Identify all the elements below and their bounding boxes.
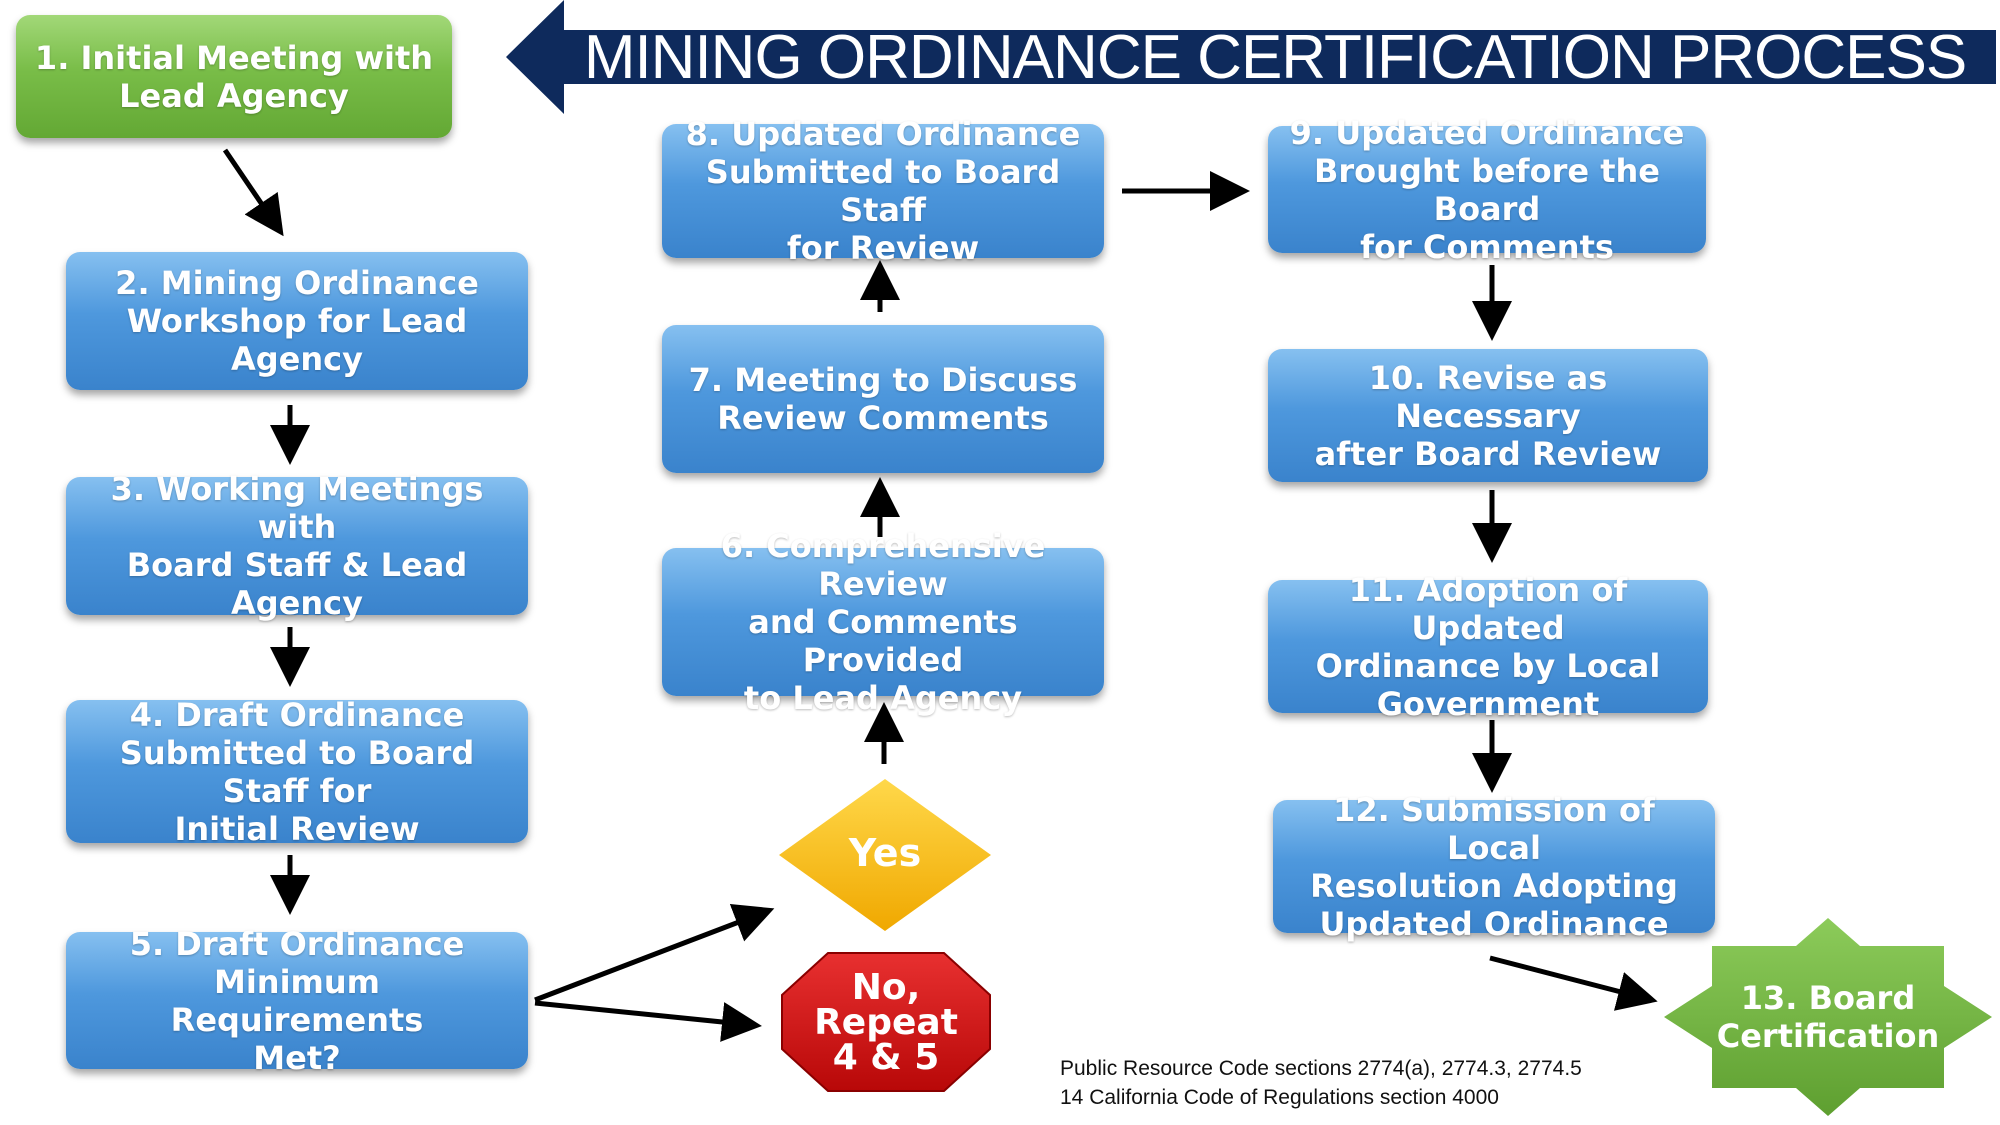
step-10-revise: 10. Revise as Necessary after Board Review <box>1268 349 1708 482</box>
citation-line-1: Public Resource Code sections 2774(a), 2774.3, 2774.5 <box>1060 1057 1582 1080</box>
no-repeat-label: No, Repeat 4 & 5 <box>814 966 958 1078</box>
arrow-12-to-13 <box>1490 958 1648 999</box>
citation-line-2: 14 California Code of Regulations section 4000 <box>1060 1086 1499 1109</box>
step-2-workshop: 2. Mining Ordinance Workshop for Lead Agency <box>66 252 528 390</box>
step-1-initial-meeting: 1. Initial Meeting with Lead Agency <box>16 15 452 138</box>
step-5-minimum-requirements: 5. Draft Ordinance Minimum Requirements Met? <box>66 932 528 1069</box>
step-4-draft-ordinance: 4. Draft Ordinance Submitted to Board Staff for Initial Review <box>66 700 528 843</box>
arrow-5-to-yes <box>535 912 765 1000</box>
arrow-5-to-no <box>535 1003 752 1025</box>
step-3-working-meetings: 3. Working Meetings with Board Staff & Lead Agency <box>66 477 528 615</box>
yes-label: Yes <box>848 831 922 875</box>
step-11-adoption: 11. Adoption of Updated Ordinance by Local Government <box>1268 580 1708 713</box>
step-12-submission-resolution: 12. Submission of Local Resolution Adopting Updated Ordinance <box>1273 800 1715 933</box>
step-13-board-certification: 13. Board Certification <box>1716 979 1940 1055</box>
step-7-meeting-review-comments: 7. Meeting to Discuss Review Comments <box>662 325 1104 473</box>
arrow-1-to-2 <box>225 150 278 228</box>
step-9-updated-ordinance-board: 9. Updated Ordinance Brought before the Board for Comments <box>1268 126 1706 253</box>
step-8-updated-ordinance-submitted: 8. Updated Ordinance Submitted to Board Staff for Review <box>662 124 1104 258</box>
legal-citation <box>1060 1054 1620 1112</box>
page-title: MINING ORDINANCE CERTIFICATION PROCESS <box>583 23 1967 92</box>
step-6-comprehensive-review: 6. Comprehensive Review and Comments Provided to Lead Agency <box>662 548 1104 696</box>
